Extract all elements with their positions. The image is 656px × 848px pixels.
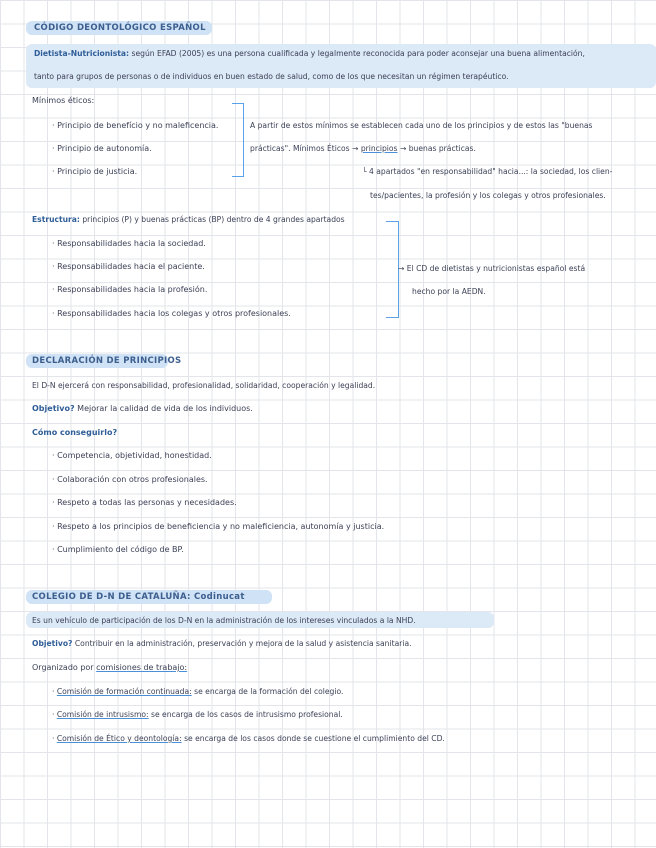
colegio-objetivo-term: Objetivo? xyxy=(32,639,73,648)
note-line-1: A partir de estos mínimos se establecen cada uno de los principios y de estos las "buenas xyxy=(250,121,593,130)
comision-item: · Comisión de Ético y deontología: se encarga de los casos donde se cuestione el cumplimiento del CD. xyxy=(52,734,445,743)
estructura-line xyxy=(32,214,345,225)
principio-item: · Competencia, objetividad, honestidad. xyxy=(52,451,212,460)
note-line-4: tes/pacientes, la profesión y los colegas y otros profesionales. xyxy=(370,191,606,200)
minimos-bracket xyxy=(232,103,244,177)
section-title-declaracion: DECLARACIÓN DE PRINCIPIOS xyxy=(32,356,182,366)
colegio-title-b: Codinucat xyxy=(193,592,245,602)
comision-text: se encarga de los casos donde se cuestione el cumplimiento del CD. xyxy=(184,734,445,743)
definition-line-2: tanto para grupos de personas o de individuos en buen estado de salud, como de los que necesitan un régimen terapéutico. xyxy=(34,72,509,81)
resp-item: · Responsabilidades hacia la profesión. xyxy=(52,285,208,294)
comisiones-term: comisiones de trabajo: xyxy=(96,663,188,672)
note-line-2-c: → buenas prácticas. xyxy=(399,144,476,153)
colegio-intro: Es un vehículo de participación de los D-N en la administración de los intereses vinculados a la NHD. xyxy=(32,616,416,625)
definition-line-1 xyxy=(34,48,585,59)
organizado-line xyxy=(32,662,187,673)
estructura-term: Estructura: xyxy=(32,215,80,224)
colegio-objetivo-text: Contribuir en la administración, preservación y mejora de la salud y asistencia sanitaria. xyxy=(74,639,412,648)
section-title-colegio xyxy=(32,592,245,603)
comision-item: · Comisión de formación continuada: se encarga de la formación del colegio. xyxy=(52,687,344,696)
minimos-label: Mínimos éticos: xyxy=(32,96,95,105)
organizado-text: Organizado por xyxy=(32,663,94,672)
resp-item: · Responsabilidades hacia los colegas y otros profesionales. xyxy=(52,309,291,318)
note-line-2 xyxy=(250,143,476,154)
comision-name: Comisión de intrusismo: xyxy=(56,710,149,719)
minimo-item: · Principio de autonomía. xyxy=(52,144,152,153)
resp-item: · Responsabilidades hacia la sociedad. xyxy=(52,239,206,248)
cd-line-2: hecho por la AEDN. xyxy=(412,287,486,296)
definition-text-1: según EFAD (2005) es una persona cualificada y legalmente reconocida para poder aconsejar una buena alimentación, xyxy=(131,49,585,58)
definition-term: Dietista-Nutricionista: xyxy=(34,49,130,58)
section-title-codigo: CÓDIGO DEONTOLÓGICO ESPAÑOL xyxy=(34,23,206,33)
objetivo-text: Mejorar la calidad de vida de los individuos. xyxy=(77,404,253,413)
cd-line-1: → El CD de dietistas y nutricionistas español está xyxy=(398,264,586,273)
principio-item: · Cumplimiento del código de BP. xyxy=(52,545,184,554)
comision-text: se encarga de los casos de intrusismo profesional. xyxy=(151,710,343,719)
note-principios: principios xyxy=(360,144,398,153)
como-conseguirlo: Cómo conseguirlo? xyxy=(32,428,118,437)
comision-name: Comisión de formación continuada: xyxy=(56,687,192,696)
principio-item: · Colaboración con otros profesionales. xyxy=(52,475,208,484)
principio-item: · Respeto a los principios de beneficiencia y no maleficiencia, autonomía y justicia. xyxy=(52,522,385,531)
note-line-2-a: prácticas". Mínimos Éticos → xyxy=(250,144,359,153)
principio-item: · Respeto a todas las personas y necesidades. xyxy=(52,498,237,507)
note-line-3: └ 4 apartados "en responsabilidad" hacia...: la sociedad, los clien- xyxy=(362,167,613,176)
colegio-objetivo xyxy=(32,638,412,649)
declaracion-objetivo xyxy=(32,403,253,414)
objetivo-term: Objetivo? xyxy=(32,404,75,413)
resp-item: · Responsabilidades hacia el paciente. xyxy=(52,262,205,271)
colegio-title: COLEGIO DE D-N DE CATALUÑA: xyxy=(32,592,191,602)
estructura-text: principios (P) y buenas prácticas (BP) dentro de 4 grandes apartados xyxy=(82,215,345,224)
comision-text: se encarga de la formación del colegio. xyxy=(194,687,344,696)
comision-item: · Comisión de intrusismo: se encarga de los casos de intrusismo profesional. xyxy=(52,710,343,719)
minimo-item: · Principio de benefício y no maleficencia. xyxy=(52,121,219,130)
minimo-item: · Principio de justicia. xyxy=(52,167,138,176)
declaracion-intro: El D-N ejercerá con responsabilidad, profesionalidad, solidaridad, cooperación y legalidad. xyxy=(32,381,376,390)
comision-name: Comisión de Ético y deontología: xyxy=(56,734,182,743)
